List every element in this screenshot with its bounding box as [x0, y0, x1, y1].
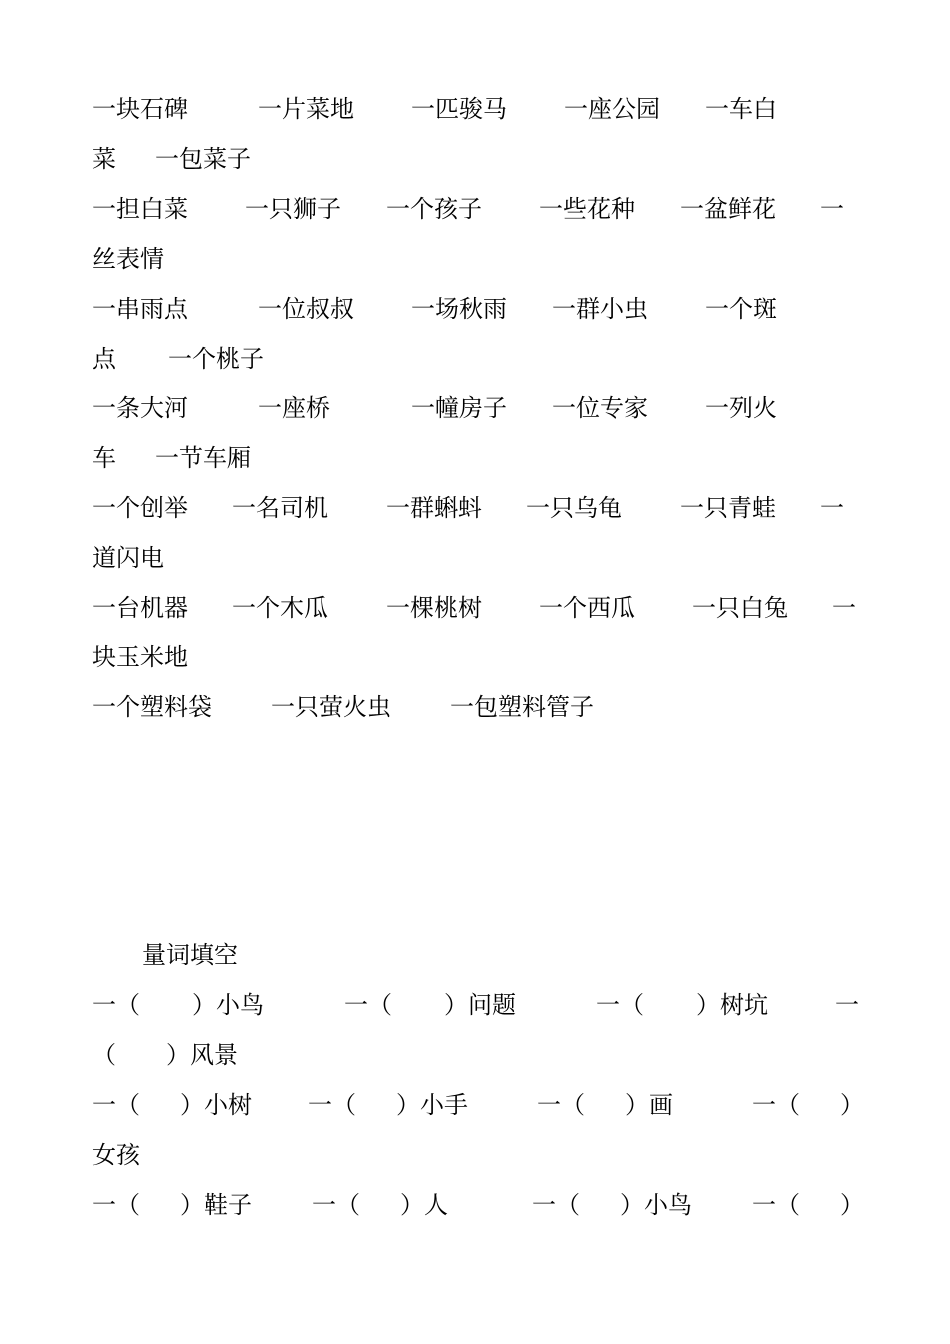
phrase: 块玉米地 — [92, 643, 188, 671]
phrase: 一台机器 — [92, 594, 188, 622]
phrase: 丝表情 — [92, 245, 164, 273]
blank-suffix: ）人 — [400, 1191, 448, 1219]
blank-suffix: ）鞋子 — [180, 1191, 252, 1219]
phrase: 一包塑料管子 — [450, 693, 594, 721]
phrase: 一片菜地 — [258, 95, 354, 123]
phrase: 一个桃子 — [168, 345, 264, 373]
phrase: 一包菜子 — [155, 145, 251, 173]
phrase: 一个斑 — [705, 295, 777, 323]
phrase: 一只狮子 — [245, 195, 341, 223]
phrase: 一幢房子 — [411, 394, 507, 422]
blank-prefix: （ — [92, 1041, 116, 1069]
blank-suffix: ）画 — [625, 1091, 673, 1119]
blank-suffix: ） — [840, 1191, 864, 1219]
blank-prefix: 一（ — [92, 1191, 140, 1219]
phrase: 一 — [820, 494, 844, 522]
phrase: 一些花种 — [539, 195, 635, 223]
phrase: 一 — [832, 594, 856, 622]
phrase: 一只萤火虫 — [271, 693, 391, 721]
phrase: 一匹骏马 — [411, 95, 507, 123]
blank-prefix: 一（ — [752, 1191, 800, 1219]
blank-suffix: ）问题 — [444, 991, 516, 1019]
phrase: 一个木瓜 — [232, 594, 328, 622]
phrase: 一场秋雨 — [411, 295, 507, 323]
blank-suffix: ）风景 — [166, 1041, 238, 1069]
phrase: 一个创举 — [92, 494, 188, 522]
phrase: 一 — [820, 195, 844, 223]
blank-suffix: ） — [840, 1091, 864, 1119]
phrase: 一列火 — [705, 394, 777, 422]
phrase: 道闪电 — [92, 544, 164, 572]
phrase: 一座桥 — [258, 394, 330, 422]
phrase: 一只乌龟 — [526, 494, 622, 522]
phrase: 一位叔叔 — [258, 295, 354, 323]
phrase: 菜 — [92, 145, 116, 173]
phrase: 一节车厢 — [155, 444, 251, 472]
phrase: 车 — [92, 444, 116, 472]
phrase: 一名司机 — [232, 494, 328, 522]
phrase: 一只白兔 — [692, 594, 788, 622]
phrase: 一位专家 — [552, 394, 648, 422]
blank-prefix: 一（ — [312, 1191, 360, 1219]
blank-suffix: ）小鸟 — [192, 991, 264, 1019]
blank-prefix: 一（ — [308, 1091, 356, 1119]
blank-suffix: ）小树 — [180, 1091, 252, 1119]
phrase: 一个西瓜 — [539, 594, 635, 622]
phrase: 一条大河 — [92, 394, 188, 422]
phrase: 一车白 — [705, 95, 777, 123]
blank-suffix: ）小鸟 — [620, 1191, 692, 1219]
phrase: 一只青蛙 — [680, 494, 776, 522]
blank-prefix: 一（ — [537, 1091, 585, 1119]
phrase: 一盆鲜花 — [680, 195, 776, 223]
phrase: 一群蝌蚪 — [386, 494, 482, 522]
blank-suffix: 女孩 — [92, 1141, 140, 1169]
blank-suffix: ）小手 — [396, 1091, 468, 1119]
phrase: 一块石碑 — [92, 95, 188, 123]
blank-prefix: 一（ — [752, 1091, 800, 1119]
phrase: 一个孩子 — [386, 195, 482, 223]
blank-prefix: 一 — [835, 991, 859, 1019]
phrase: 一棵桃树 — [386, 594, 482, 622]
phrase: 点 — [92, 345, 116, 373]
phrase: 一个塑料袋 — [92, 693, 212, 721]
phrase: 一担白菜 — [92, 195, 188, 223]
phrase: 一座公园 — [564, 95, 660, 123]
phrase: 一串雨点 — [92, 295, 188, 323]
phrase: 一群小虫 — [552, 295, 648, 323]
blank-prefix: 一（ — [92, 1091, 140, 1119]
blank-prefix: 一（ — [344, 991, 392, 1019]
blank-prefix: 一（ — [532, 1191, 580, 1219]
blank-prefix: 一（ — [92, 991, 140, 1019]
section-title: 量词填空 — [142, 941, 238, 969]
blank-prefix: 一（ — [596, 991, 644, 1019]
blank-suffix: ）树坑 — [696, 991, 768, 1019]
